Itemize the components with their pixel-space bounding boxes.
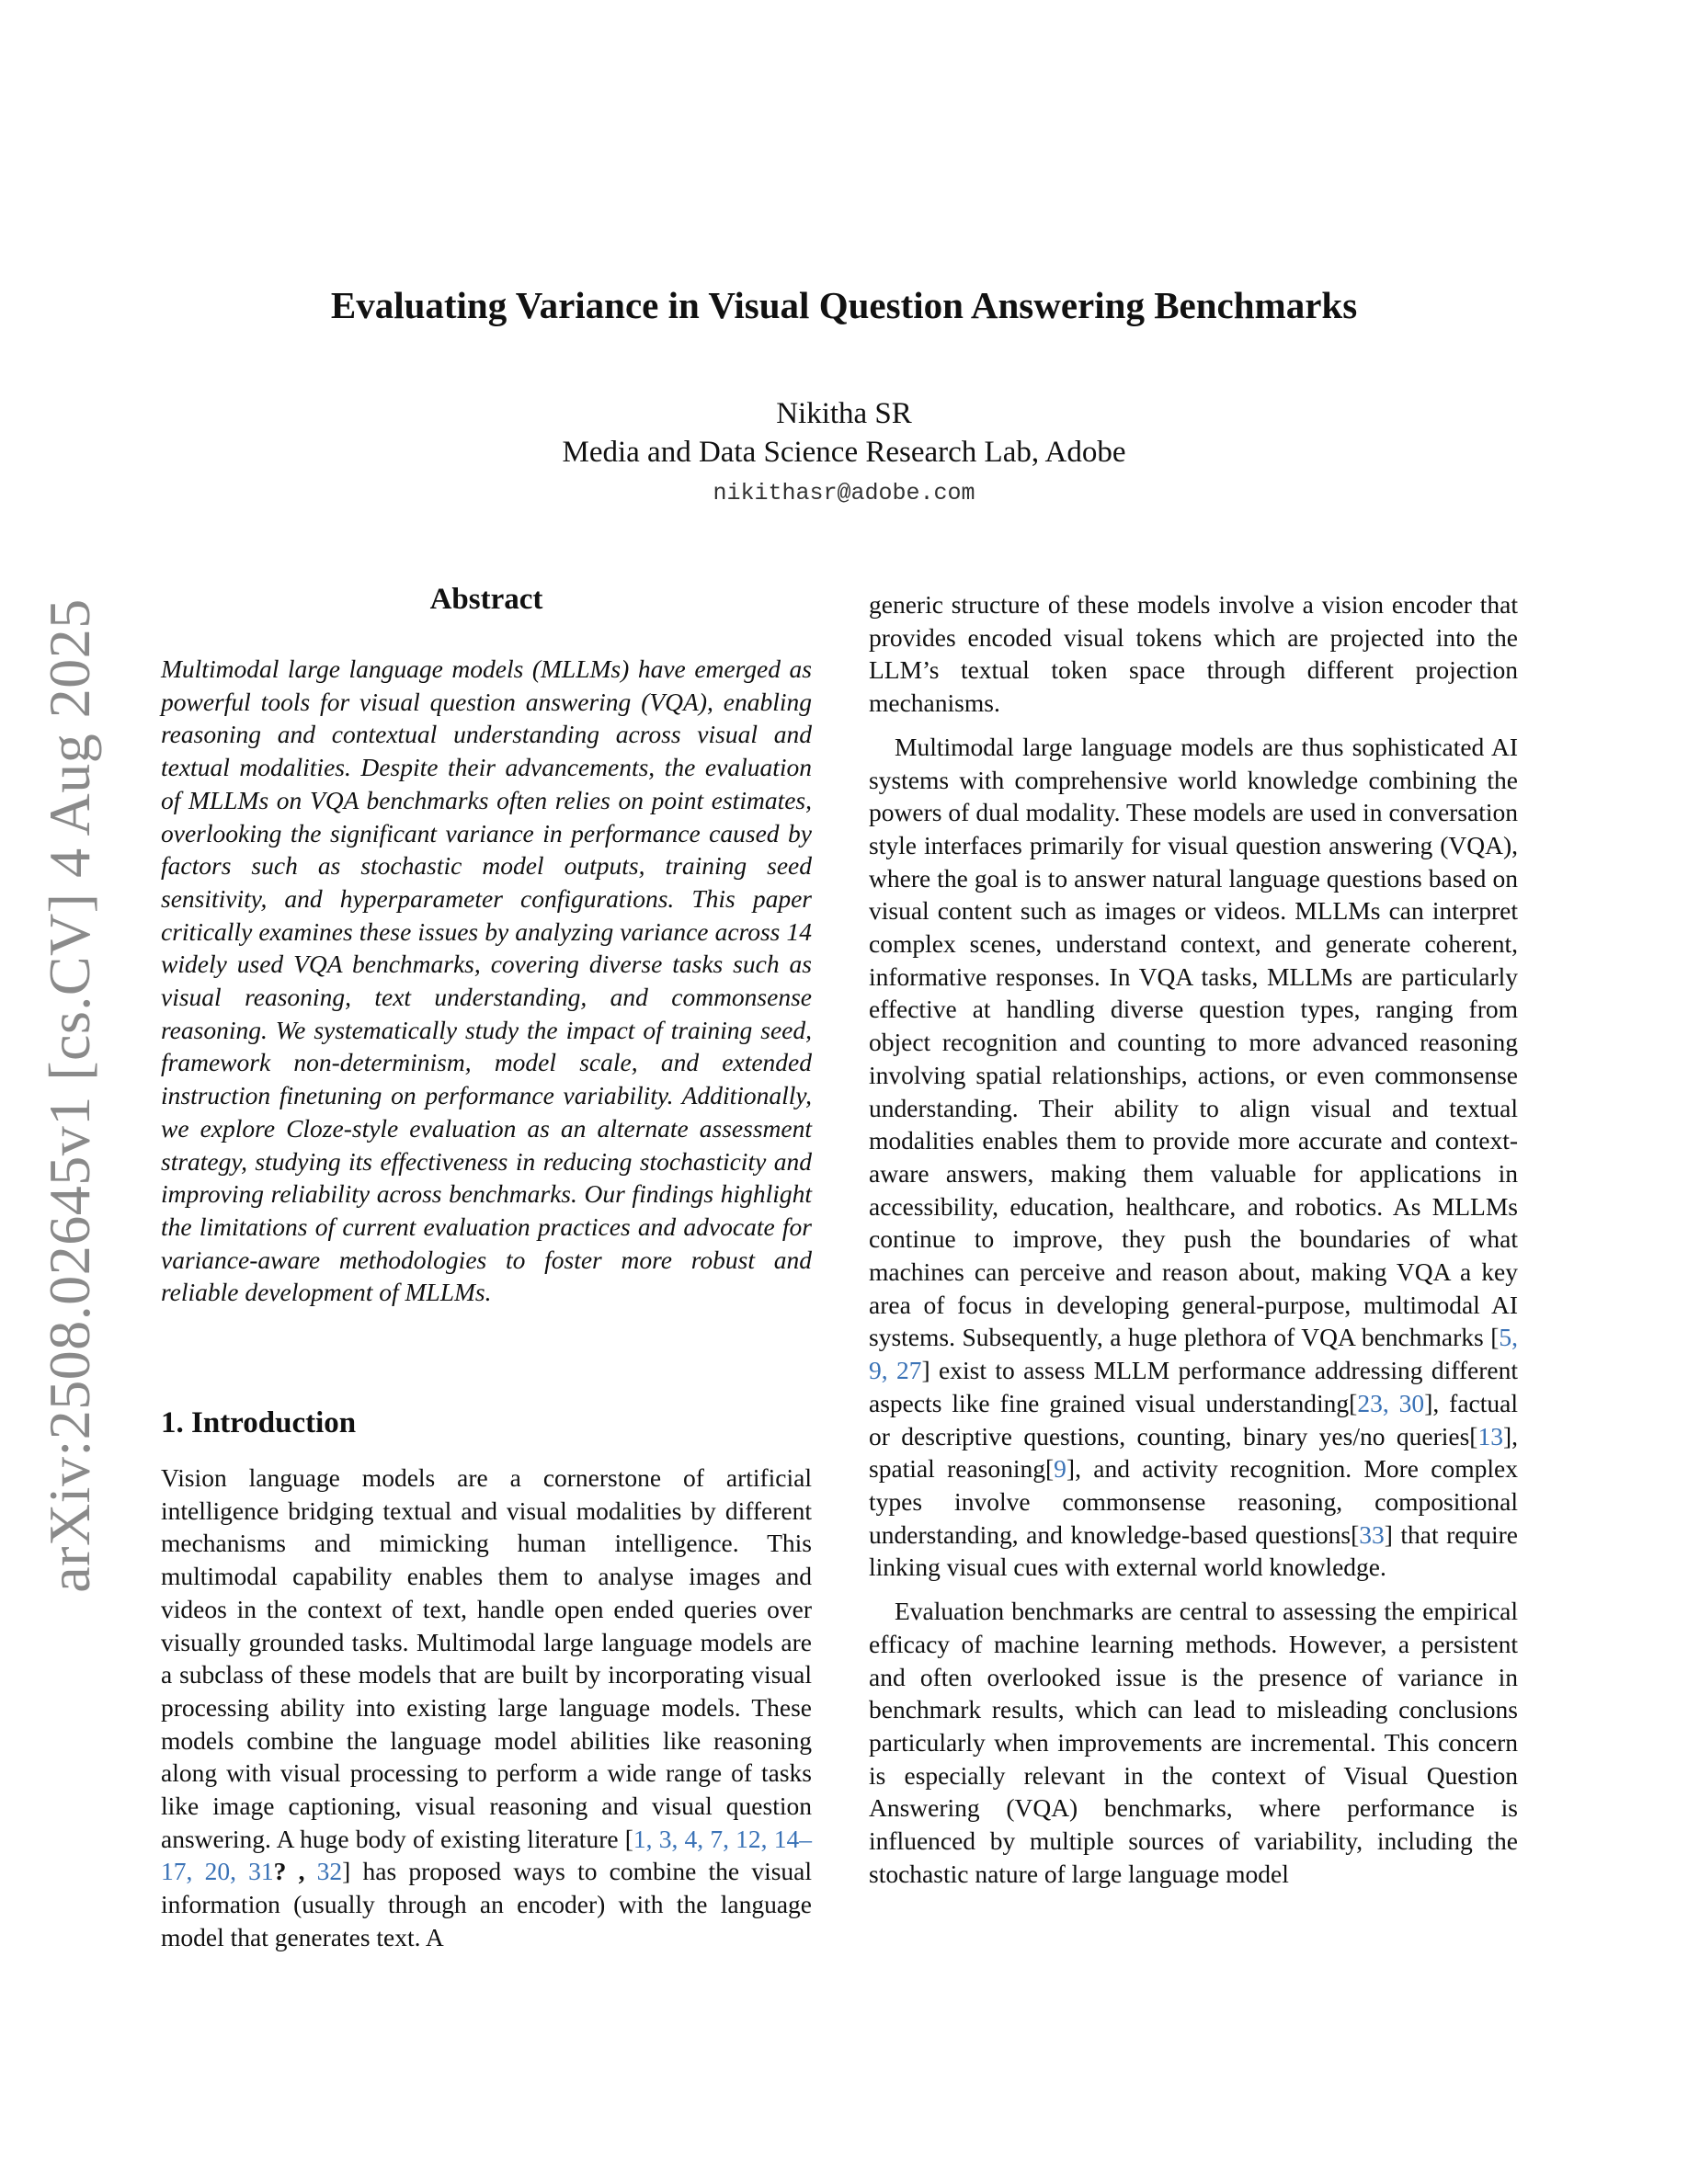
introduction-heading: 1. Introduction bbox=[161, 1406, 357, 1439]
intro-paragraph-1-continued: generic structure of these models involve a vision encoder that provides encoded visual tokens which are projected into the LLM’s textual token space through different projection mechanisms. bbox=[869, 590, 1518, 718]
intro-paragraph-3: Evaluation benchmarks are central to assessing the empirical efficacy of machine learning methods. However, a persistent and often overlooked issue is the presence of variance in benchmark results, which can lead to misleading conclusions particularly when improvements are incremental. This concern is especially relevant in the context of Visual Question Answering (VQA) benchmarks, where performance is influenced by multiple sources of variability, including the stochastic nature of large language model bbox=[869, 1597, 1518, 1888]
citation-link[interactable]: 13 bbox=[1477, 1421, 1503, 1450]
citation-links[interactable]: 23, 30 bbox=[1357, 1388, 1425, 1417]
arxiv-identifier: arXiv:2508.02645v1 [cs.CV] 4 Aug 2025 bbox=[37, 598, 102, 1593]
introduction-left-column bbox=[161, 1462, 812, 1954]
author-name: Nikitha SR bbox=[776, 397, 912, 430]
citation-link[interactable]: 33 bbox=[1359, 1519, 1385, 1549]
abstract-text: Multimodal large language models (MLLMs) have emerged as powerful tools for visual question answering (VQA), enabling reasoning and contextual understanding across visual and textual modalities. Despite their advancements, the evaluation of MLLMs on VQA benchmarks often relies on point estimates, overlooking the significant variance in performance caused by factors such as stochastic model outputs, training seed sensitivity, and hyperparameter configurations. This paper critically examines these issues by analyzing variance across 14 widely used VQA benchmarks, covering diverse tasks such as visual reasoning, text understanding, and commonsense reasoning. We systematically study the impact of training seed, framework non-determinism, model scale, and extended instruction finetuning on performance variability. Additionally, we explore Cloze-style evaluation as an alternate assessment strategy, studying its effectiveness in reducing stochasticity and improving reliability across benchmarks. Our findings highlight the limitations of current evaluation practices and advocate for variance-aware methodologies to foster more robust and reliable development of MLLMs. bbox=[161, 654, 812, 1307]
citation-link[interactable]: 9 bbox=[1054, 1454, 1066, 1484]
citation-links[interactable]: 1, 3, 4, 7, 12, 14–17, 20, 31 bbox=[161, 1824, 812, 1886]
introduction-right-column bbox=[869, 588, 1518, 1890]
citation-link[interactable]: 32 bbox=[316, 1857, 343, 1886]
abstract-body bbox=[161, 653, 812, 1309]
intro-paragraph-1: Vision language models are a cornerstone of artificial intelligence bridging textual and visual modalities by different mechanisms and mimicking human intelligence. This multimodal capability enables them to analyse images and videos in the context of text, handle open ended queries over visually grounded tasks. Multimodal large language models are a subclass of these models that are built by incorporating visual processing ability into existing large language models. These models combine the language model abilities like reasoning along with visual processing to perform a wide range of tasks like image captioning, visual reasoning and visual question answering. A huge body of existing literature [1, 3, 4, 7, 12, 14–17, 20, 31? , 32] has proposed ways to combine the visual information (usually through an encoder) with the language model that generates text. A bbox=[161, 1463, 813, 1951]
abstract-heading: Abstract bbox=[429, 583, 543, 616]
intro-paragraph-2: Multimodal large language models are thus sophisticated AI systems with comprehensive world knowledge combining the powers of dual modality. These models are used in conversation style interfaces primarily for visual question answering (VQA), where the goal is to answer natural language questions based on visual content such as images or videos. MLLMs can interpret complex scenes, understand context, and generate coherent, informative responses. In VQA tasks, MLLMs are particularly effective at handling diverse question types, ranging from object recognition and counting to more advanced reasoning involving spatial relationships, actions, or even commonsense understanding. Their ability to align visual and textual modalities enables them to provide more accurate and context-aware answers, making them valuable for applications in accessibility, education, healthcare, and robotics. As MLLMs continue to improve, they push the boundaries of what machines can perceive and reason about, making VQA a key area of focus in developing general-purpose, multimodal AI systems. Subsequently, a huge plethora of VQA benchmarks [5, 9, 27] exist to assess MLLM performance addressing different aspects like fine grained visual understanding[23, 30], factual or descriptive questions, counting, binary yes/no queries[13], spatial reasoning[9], and activity recognition. More complex types involve commonsense reasoning, compositional understanding, and knowledge-based questions[33] that require linking visual cues with external world knowledge. bbox=[869, 732, 1518, 1582]
citation-links[interactable]: 5, 9, 27 bbox=[869, 1323, 1518, 1385]
author-affiliation: Media and Data Science Research Lab, Adobe bbox=[562, 436, 1126, 469]
author-email: nikithasr@adobe.com bbox=[713, 480, 975, 506]
arxiv-sidebar-stamp bbox=[24, 598, 116, 1593]
paper-title: Evaluating Variance in Visual Question Answering Benchmarks bbox=[330, 284, 1358, 326]
